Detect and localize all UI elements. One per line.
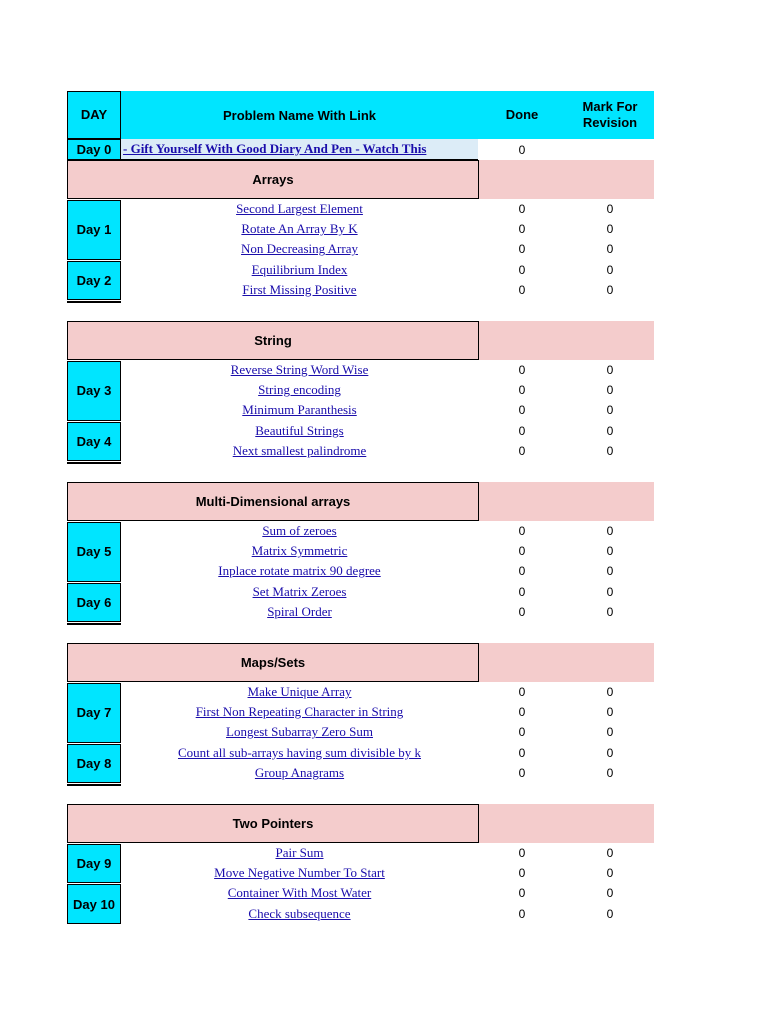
problem-cell — [121, 743, 478, 763]
problem-link[interactable]: String encoding — [258, 382, 341, 398]
revision-value: 0 — [606, 866, 614, 881]
revision-cell — [566, 602, 654, 622]
done-cell — [478, 904, 566, 924]
section-title-cell — [67, 643, 479, 682]
problem-cell — [121, 561, 478, 581]
revision-value: 0 — [606, 383, 614, 398]
day-cell — [67, 884, 121, 923]
problem-cell — [121, 541, 478, 561]
done-cell — [478, 561, 566, 581]
done-value: 0 — [518, 604, 526, 619]
done-cell — [478, 702, 566, 722]
header-problem-label: Problem Name With Link — [222, 107, 377, 123]
problem-link[interactable]: Check subsequence — [248, 905, 351, 921]
revision-cell — [566, 863, 654, 883]
day-cell — [67, 522, 121, 582]
day-cell — [67, 261, 121, 300]
problem-link[interactable]: Next smallest palindrome — [232, 442, 367, 458]
section-title-cell — [67, 160, 479, 199]
problem-link[interactable]: Rotate An Array By K — [241, 221, 358, 237]
revision-cell — [566, 199, 654, 219]
revision-value: 0 — [606, 363, 614, 378]
section-title-cell — [67, 482, 479, 521]
day0-done-value: 0 — [518, 142, 526, 157]
problem-cell — [121, 863, 478, 883]
done-value: 0 — [518, 745, 526, 760]
done-cell — [478, 441, 566, 461]
day-label: Day 9 — [76, 856, 112, 872]
empty-day-cell — [67, 623, 121, 625]
problem-link[interactable]: Group Anagrams — [254, 764, 345, 780]
problem-cell — [121, 843, 478, 863]
done-cell — [478, 863, 566, 883]
done-value: 0 — [518, 363, 526, 378]
problem-cell — [121, 219, 478, 239]
problem-cell — [121, 883, 478, 903]
done-value: 0 — [518, 524, 526, 539]
revision-cell — [566, 441, 654, 461]
revision-value: 0 — [606, 745, 614, 760]
section-title-cell — [67, 321, 479, 360]
done-value: 0 — [518, 564, 526, 579]
done-value: 0 — [518, 222, 526, 237]
day-cell — [67, 422, 121, 461]
problem-cell — [121, 280, 478, 300]
done-cell — [478, 541, 566, 561]
revision-cell — [566, 722, 654, 742]
revision-value: 0 — [606, 604, 614, 619]
problem-link[interactable]: Matrix Symmetric — [251, 543, 348, 559]
problem-link[interactable]: Equilibrium Index — [251, 261, 348, 277]
problem-link[interactable]: Container With Most Water — [227, 885, 372, 901]
revision-value: 0 — [606, 443, 614, 458]
problem-cell — [121, 904, 478, 924]
done-value: 0 — [518, 403, 526, 418]
revision-value: 0 — [606, 584, 614, 599]
done-value: 0 — [518, 423, 526, 438]
revision-value: 0 — [606, 705, 614, 720]
revision-value: 0 — [606, 423, 614, 438]
revision-cell — [566, 239, 654, 259]
problem-link[interactable]: Inplace rotate matrix 90 degree — [218, 563, 381, 579]
done-value: 0 — [518, 242, 526, 257]
done-cell — [478, 521, 566, 541]
revision-cell — [566, 883, 654, 903]
section-title: Maps/Sets — [240, 655, 306, 670]
problem-link[interactable]: Count all sub-arrays having sum divisible by k — [177, 744, 421, 760]
revision-cell — [566, 561, 654, 581]
done-value: 0 — [518, 544, 526, 559]
problem-cell — [121, 763, 478, 783]
revision-value: 0 — [606, 222, 614, 237]
done-cell — [478, 722, 566, 742]
day-label: Day 8 — [76, 755, 112, 771]
done-cell — [478, 360, 566, 380]
revision-cell — [566, 843, 654, 863]
revision-value: 0 — [606, 564, 614, 579]
revision-value: 0 — [606, 906, 614, 921]
revision-value: 0 — [606, 886, 614, 901]
day0-cell — [67, 139, 121, 160]
day0-done-cell — [478, 139, 566, 160]
revision-cell — [566, 280, 654, 300]
revision-value: 0 — [606, 846, 614, 861]
day-label: Day 5 — [76, 544, 112, 560]
done-value: 0 — [518, 705, 526, 720]
revision-value: 0 — [606, 765, 614, 780]
problem-cell — [121, 360, 478, 380]
day-label: Day 10 — [73, 896, 115, 912]
header-day-label: DAY — [80, 107, 108, 122]
header-revision-cell — [566, 91, 654, 139]
problem-cell — [121, 260, 478, 280]
problem-cell — [121, 400, 478, 420]
problem-cell — [121, 702, 478, 722]
day-label: Day 3 — [76, 383, 112, 399]
day-label: Day 6 — [76, 594, 112, 610]
day0-video-link[interactable]: - Gift Yourself With Good Diary And Pen - Watch This — [123, 141, 427, 156]
header-day-cell — [67, 91, 121, 139]
empty-day-cell — [67, 301, 121, 303]
revision-cell — [566, 380, 654, 400]
done-cell — [478, 400, 566, 420]
section-title: Two Pointers — [232, 816, 314, 831]
done-cell — [478, 280, 566, 300]
day0-link-cell — [121, 139, 478, 160]
done-value: 0 — [518, 906, 526, 921]
problem-link[interactable]: Beautiful Strings — [255, 422, 344, 438]
problem-cell — [121, 239, 478, 259]
done-cell — [478, 582, 566, 602]
section-title-cell — [67, 804, 479, 843]
revision-value: 0 — [606, 202, 614, 217]
revision-cell — [566, 904, 654, 924]
done-value: 0 — [518, 765, 526, 780]
revision-value: 0 — [606, 544, 614, 559]
revision-value: 0 — [606, 524, 614, 539]
done-cell — [478, 743, 566, 763]
day-cell — [67, 844, 121, 883]
done-value: 0 — [518, 202, 526, 217]
done-value: 0 — [518, 725, 526, 740]
done-cell — [478, 239, 566, 259]
day-label: Day 1 — [76, 222, 112, 238]
revision-value: 0 — [606, 685, 614, 700]
day-cell — [67, 744, 121, 783]
problem-link[interactable]: Minimum Paranthesis — [242, 402, 357, 418]
done-value: 0 — [518, 262, 526, 277]
revision-value: 0 — [606, 725, 614, 740]
problem-link[interactable]: Second Largest Element — [236, 201, 363, 217]
problem-link[interactable]: Make Unique Array — [247, 684, 352, 700]
header-done-cell — [478, 91, 566, 139]
problem-cell — [121, 421, 478, 441]
problem-link[interactable]: First Non Repeating Character in String — [195, 704, 404, 720]
problem-link[interactable]: Sum of zeroes — [262, 523, 337, 539]
done-cell — [478, 260, 566, 280]
done-value: 0 — [518, 685, 526, 700]
revision-value: 0 — [606, 242, 614, 257]
done-value: 0 — [518, 846, 526, 861]
day-cell — [67, 200, 121, 260]
header-revision-label-2: Revision — [582, 115, 638, 130]
problem-cell — [121, 582, 478, 602]
day-label: Day 2 — [76, 272, 112, 288]
revision-cell — [566, 682, 654, 702]
revision-cell — [566, 763, 654, 783]
done-value: 0 — [518, 443, 526, 458]
problem-cell — [121, 602, 478, 622]
problem-link[interactable]: Set Matrix Zeroes — [252, 583, 347, 599]
revision-cell — [566, 541, 654, 561]
done-value: 0 — [518, 584, 526, 599]
done-cell — [478, 199, 566, 219]
problem-link[interactable]: Spiral Order — [267, 603, 332, 619]
empty-day-cell — [67, 462, 121, 464]
done-cell — [478, 421, 566, 441]
revision-cell — [566, 400, 654, 420]
problem-link[interactable]: Longest Subarray Zero Sum — [226, 724, 373, 740]
header-problem-cell — [121, 91, 478, 139]
problem-link[interactable]: Reverse String Word Wise — [230, 362, 369, 378]
problem-cell — [121, 682, 478, 702]
problem-link[interactable]: Non Decreasing Array — [241, 241, 358, 257]
done-cell — [478, 883, 566, 903]
problem-cell — [121, 722, 478, 742]
done-value: 0 — [518, 866, 526, 881]
revision-value: 0 — [606, 262, 614, 277]
done-value: 0 — [518, 886, 526, 901]
done-cell — [478, 602, 566, 622]
day-label: Day 4 — [76, 433, 112, 449]
problem-link[interactable]: First Missing Positive — [242, 281, 357, 297]
section-title: Multi-Dimensional arrays — [195, 494, 351, 509]
section-title: String — [254, 333, 292, 348]
revision-cell — [566, 702, 654, 722]
day-label: Day 7 — [76, 705, 112, 721]
done-cell — [478, 380, 566, 400]
day-cell — [67, 583, 121, 622]
problem-link[interactable]: Pair Sum — [275, 845, 324, 861]
revision-cell — [566, 260, 654, 280]
problem-cell — [121, 521, 478, 541]
section-title: Arrays — [252, 172, 294, 187]
done-value: 0 — [518, 383, 526, 398]
revision-cell — [566, 521, 654, 541]
day-cell — [67, 361, 121, 421]
day0-label: Day 0 — [76, 142, 112, 157]
done-cell — [478, 219, 566, 239]
problem-cell — [121, 380, 478, 400]
revision-cell — [566, 421, 654, 441]
done-value: 0 — [518, 282, 526, 297]
done-cell — [478, 682, 566, 702]
revision-value: 0 — [606, 403, 614, 418]
revision-cell — [566, 743, 654, 763]
revision-value: 0 — [606, 282, 614, 297]
done-cell — [478, 763, 566, 783]
revision-cell — [566, 582, 654, 602]
problem-cell — [121, 199, 478, 219]
empty-day-cell — [67, 784, 121, 786]
problem-cell — [121, 441, 478, 461]
problem-link[interactable]: Move Negative Number To Start — [214, 865, 385, 881]
header-done-label: Done — [505, 107, 539, 122]
done-cell — [478, 843, 566, 863]
revision-cell — [566, 360, 654, 380]
day-cell — [67, 683, 121, 743]
revision-cell — [566, 219, 654, 239]
header-revision-label-1: Mark For — [582, 99, 638, 114]
